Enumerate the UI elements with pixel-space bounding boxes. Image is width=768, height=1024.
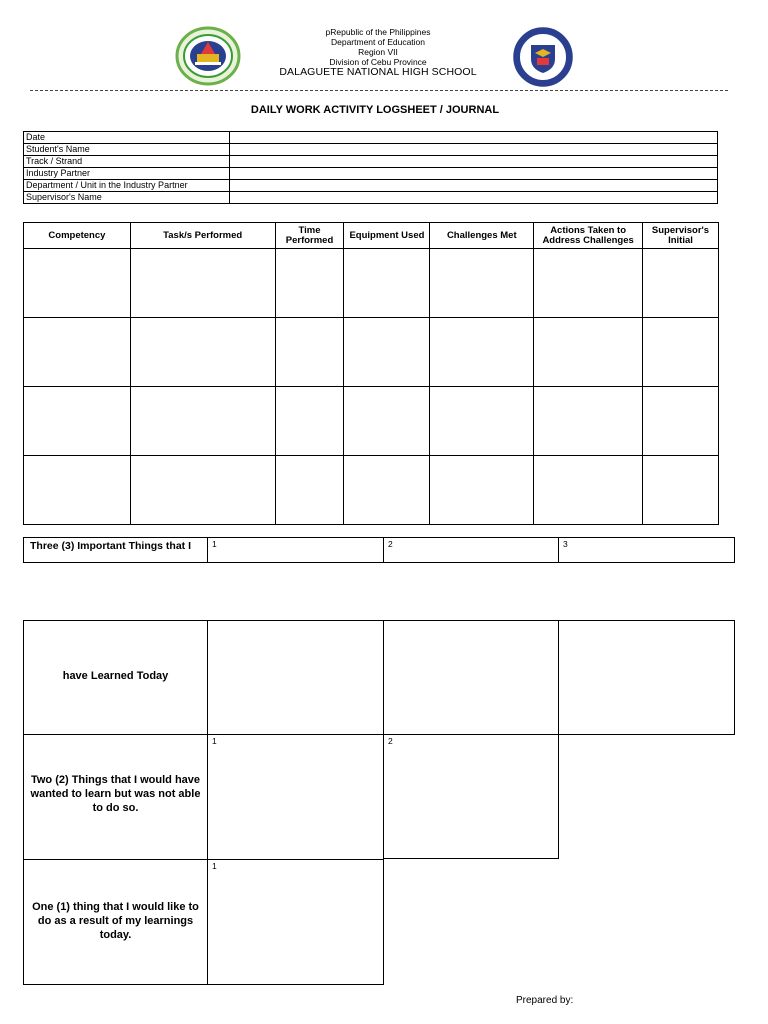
two-things-field-1[interactable]: [207, 734, 384, 860]
activity-log-table: [23, 222, 719, 525]
table-cell[interactable]: [430, 387, 534, 456]
deped-seal-logo: [513, 27, 573, 87]
table-cell[interactable]: [275, 249, 344, 318]
student-info-table: [23, 131, 718, 204]
table-cell[interactable]: [643, 318, 719, 387]
info-label: Student's Name: [24, 144, 230, 156]
two-things-label-cell: [23, 734, 208, 860]
three-things-cont-label-cell: [23, 620, 208, 735]
table-cell[interactable]: [534, 456, 643, 525]
table-cell[interactable]: [344, 249, 430, 318]
two-things-label: Two (2) Things that I would have wanted to learn but was not able to do so.: [30, 774, 201, 814]
table-cell[interactable]: [430, 249, 534, 318]
item-number: 1: [212, 539, 217, 549]
table-cell[interactable]: [24, 456, 131, 525]
table-cell[interactable]: [430, 318, 534, 387]
item-number: 1: [212, 861, 217, 871]
info-row-student-name: [24, 144, 718, 156]
page-title: DAILY WORK ACTIVITY LOGSHEET / JOURNAL: [250, 104, 500, 116]
table-cell[interactable]: [534, 318, 643, 387]
table-cell[interactable]: [344, 456, 430, 525]
header-divider: [30, 90, 728, 91]
info-row-track: [24, 156, 718, 168]
table-row: [24, 318, 719, 387]
three-things-label: Three (3) Important Things that I: [30, 540, 192, 552]
header-line-division: Division of Cebu Province: [329, 57, 427, 67]
school-name: DALAGUETE NATIONAL HIGH SCHOOL: [279, 66, 477, 78]
info-value-field[interactable]: [229, 192, 717, 204]
table-cell[interactable]: [643, 387, 719, 456]
table-cell[interactable]: [130, 318, 275, 387]
table-cell[interactable]: [430, 456, 534, 525]
table-row: [24, 249, 719, 318]
info-row-department: [24, 180, 718, 192]
item-number: 1: [212, 736, 217, 746]
table-cell[interactable]: [24, 249, 131, 318]
item-number: 2: [388, 539, 393, 549]
table-row: [24, 387, 719, 456]
three-things-cont-field-1[interactable]: [207, 620, 384, 735]
table-cell[interactable]: [344, 387, 430, 456]
school-seal-logo: [175, 26, 241, 86]
info-label: Industry Partner: [24, 168, 230, 180]
prepared-by-label: Prepared by:: [516, 995, 574, 1006]
info-label: Supervisor's Name: [24, 192, 230, 204]
item-number: 2: [388, 736, 393, 746]
three-things-cont-field-2[interactable]: [383, 620, 559, 735]
table-cell[interactable]: [275, 456, 344, 525]
three-things-field-1[interactable]: [207, 537, 384, 563]
col-header-time: Time Performed: [275, 223, 344, 249]
three-things-label-cell: [23, 537, 208, 563]
three-things-field-2[interactable]: [383, 537, 559, 563]
table-row: [24, 456, 719, 525]
table-cell[interactable]: [534, 249, 643, 318]
one-thing-label-cell: [23, 859, 208, 985]
info-value-field[interactable]: [229, 180, 717, 192]
col-header-actions: Actions Taken to Address Challenges: [534, 223, 643, 249]
info-label: Date: [24, 132, 230, 144]
two-things-field-2[interactable]: [383, 734, 559, 859]
table-cell[interactable]: [24, 318, 131, 387]
three-things-cont-field-3[interactable]: [558, 620, 735, 735]
header-line-republic: pRepublic of the Philippines: [325, 27, 431, 37]
three-things-field-3[interactable]: [558, 537, 735, 563]
table-cell[interactable]: [24, 387, 131, 456]
table-cell[interactable]: [344, 318, 430, 387]
three-things-label-continued: have Learned Today: [62, 670, 169, 682]
table-cell[interactable]: [130, 249, 275, 318]
info-label: Track / Strand: [24, 156, 230, 168]
info-row-industry-partner: [24, 168, 718, 180]
info-value-field[interactable]: [229, 132, 717, 144]
col-header-challenges: Challenges Met: [430, 223, 534, 249]
info-value-field[interactable]: [229, 168, 717, 180]
one-thing-label: One (1) thing that I would like to do as a result of my learnings today.: [32, 901, 199, 941]
table-cell[interactable]: [130, 387, 275, 456]
table-cell[interactable]: [643, 249, 719, 318]
item-number: 3: [563, 539, 568, 549]
table-cell[interactable]: [643, 456, 719, 525]
header-line-deped: Department of Education: [330, 37, 426, 47]
table-header-row: [24, 223, 719, 249]
header-line-region: Region VII: [358, 47, 398, 57]
col-header-competency: Competency: [24, 223, 131, 249]
info-label: Department / Unit in the Industry Partner: [24, 180, 230, 192]
col-header-equipment: Equipment Used: [344, 223, 430, 249]
info-value-field[interactable]: [229, 144, 717, 156]
info-row-date: [24, 132, 718, 144]
table-cell[interactable]: [275, 318, 344, 387]
info-value-field[interactable]: [229, 156, 717, 168]
table-cell[interactable]: [534, 387, 643, 456]
info-row-supervisor: [24, 192, 718, 204]
table-cell[interactable]: [130, 456, 275, 525]
one-thing-field-1[interactable]: [207, 859, 384, 985]
col-header-tasks: Task/s Performed: [130, 223, 275, 249]
col-header-supervisor-initial: Supervisor's Initial: [643, 223, 719, 249]
table-cell[interactable]: [275, 387, 344, 456]
